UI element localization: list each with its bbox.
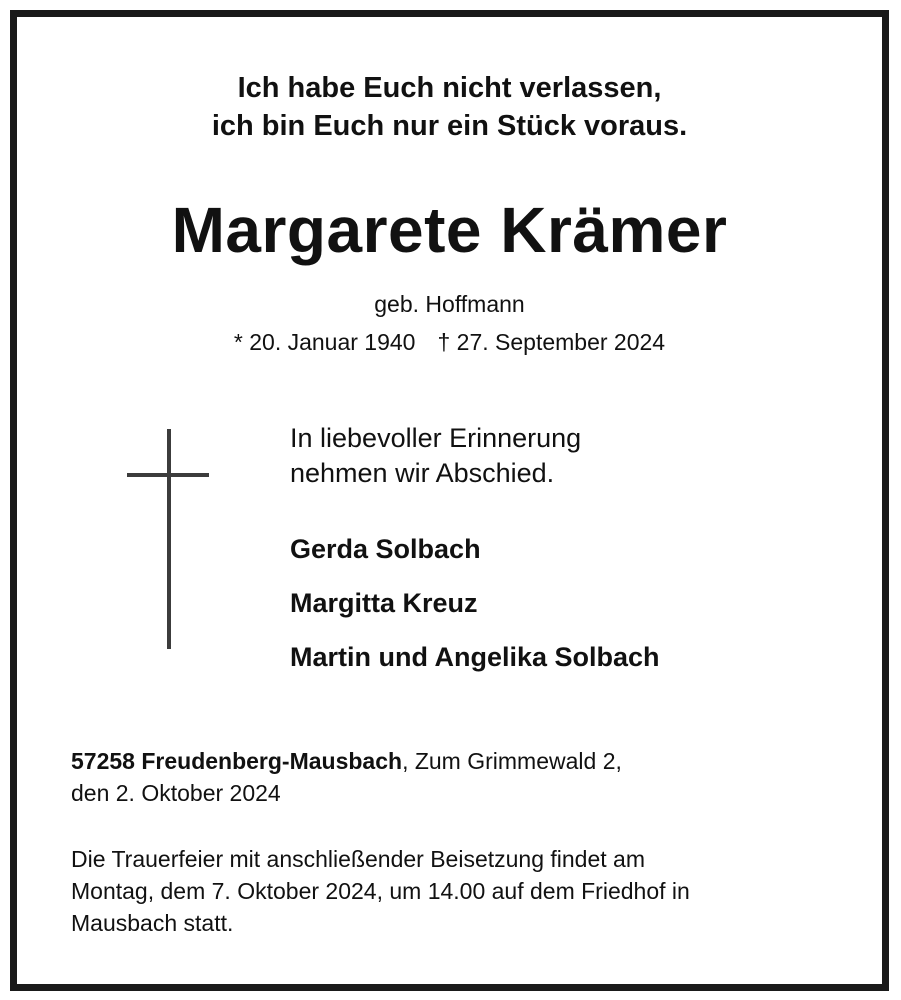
- mourners-list: [290, 522, 660, 684]
- mourner-item: Martin und Angelika Solbach: [290, 642, 660, 672]
- address-street: , Zum Grimmewald 2,: [402, 748, 622, 774]
- birth-name: geb. Hoffmann: [374, 291, 525, 317]
- birth-date: * 20. Januar 1940: [233, 329, 416, 355]
- address-block: [71, 745, 622, 809]
- funeral-line-2: Montag, dem 7. Oktober 2024, um 14.00 auf dem Friedhof in: [71, 878, 690, 904]
- cross-icon: [127, 429, 213, 649]
- funeral-line-3: Mausbach statt.: [71, 910, 234, 936]
- address-place: 57258 Freudenberg-Mausbach: [71, 748, 403, 774]
- cross-vertical-bar: [167, 429, 171, 649]
- remembrance-line-1: In liebevoller Erinnerung: [290, 423, 582, 453]
- mourner-item: Gerda Solbach: [290, 534, 481, 564]
- address-date: den 2. Oktober 2024: [71, 780, 281, 806]
- motto-line-2: ich bin Euch nur ein Stück voraus.: [211, 110, 688, 142]
- obituary-frame: [10, 10, 889, 991]
- life-dates: [17, 327, 882, 357]
- mourner-item: Margitta Kreuz: [290, 588, 478, 618]
- motto-line-1: Ich habe Euch nicht verlassen,: [237, 72, 662, 104]
- motto: [17, 69, 882, 145]
- address-line: [71, 745, 622, 777]
- death-date: † 27. September 2024: [437, 329, 666, 355]
- remembrance-line-2: nehmen wir Abschied.: [290, 458, 555, 488]
- deceased-name: Margarete Krämer: [171, 194, 728, 266]
- funeral-notice: [71, 843, 690, 939]
- remembrance-text: [290, 421, 581, 491]
- cross-horizontal-bar: [127, 473, 209, 477]
- funeral-line-1: Die Trauerfeier mit anschließender Beisetzung findet am: [71, 846, 646, 872]
